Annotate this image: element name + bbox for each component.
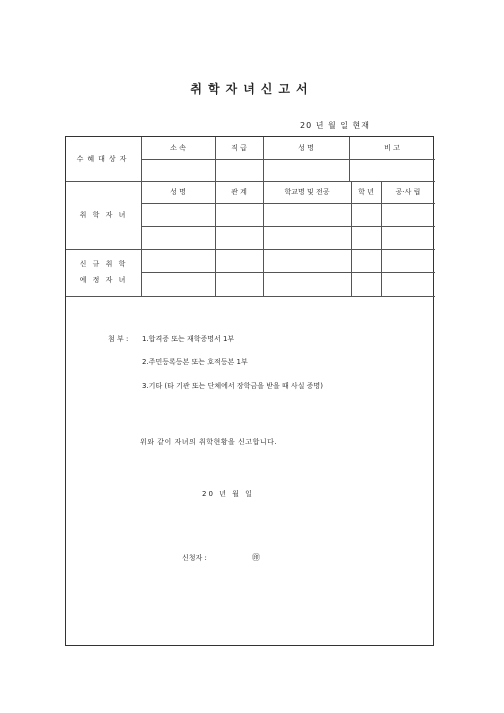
grid-line: [141, 159, 435, 160]
date-line: 20 년 월 일 현재: [300, 121, 370, 130]
new-children-label-line1: 신 규 취 학: [79, 260, 128, 268]
header-rank: 직 급: [231, 144, 247, 152]
attachment-prefix: 첨 부 :: [108, 335, 129, 343]
seal-icon: ㊞: [252, 553, 260, 562]
header-affiliation: 소 속: [170, 144, 186, 152]
declaration-text: 위와 같이 자녀의 취학현황을 신고합니다.: [140, 438, 278, 446]
recipient-label: 수혜대상자: [76, 155, 131, 163]
header-child-name: 성 명: [170, 188, 186, 196]
grid-line: [141, 226, 435, 227]
applicant-label: 신청자 :: [182, 554, 207, 562]
attachment-item-1: 1.합격증 또는 재학증명서 1부: [142, 335, 235, 343]
children-label: 취 학 자 녀: [79, 211, 128, 219]
attachment-item-3: 3.기타 (타 기관 또는 단체에서 장학금을 받을 때 사실 증명): [142, 382, 323, 390]
sign-date: 20 년 월 일: [202, 490, 254, 498]
new-children-label-line2: 예 정 자 녀: [79, 276, 128, 284]
header-school-major: 학교명 및 전공: [284, 188, 330, 196]
header-relation: 관 계: [231, 188, 247, 196]
header-grade: 학 년: [358, 188, 374, 196]
grid-line: [141, 203, 435, 204]
form-sheet: [65, 136, 434, 646]
header-remarks: 비 고: [384, 144, 400, 152]
document-title: 취학자녀신고서: [190, 82, 314, 96]
grid-line: [66, 249, 435, 250]
grid-line: [141, 272, 435, 273]
grid-line: [141, 137, 142, 296]
grid-line: [66, 296, 435, 297]
header-name: 성 명: [298, 144, 314, 152]
header-public-private: 공·사 립: [395, 188, 421, 196]
attachment-item-2: 2.주민등록등본 또는 호적등본 1부: [142, 358, 248, 366]
